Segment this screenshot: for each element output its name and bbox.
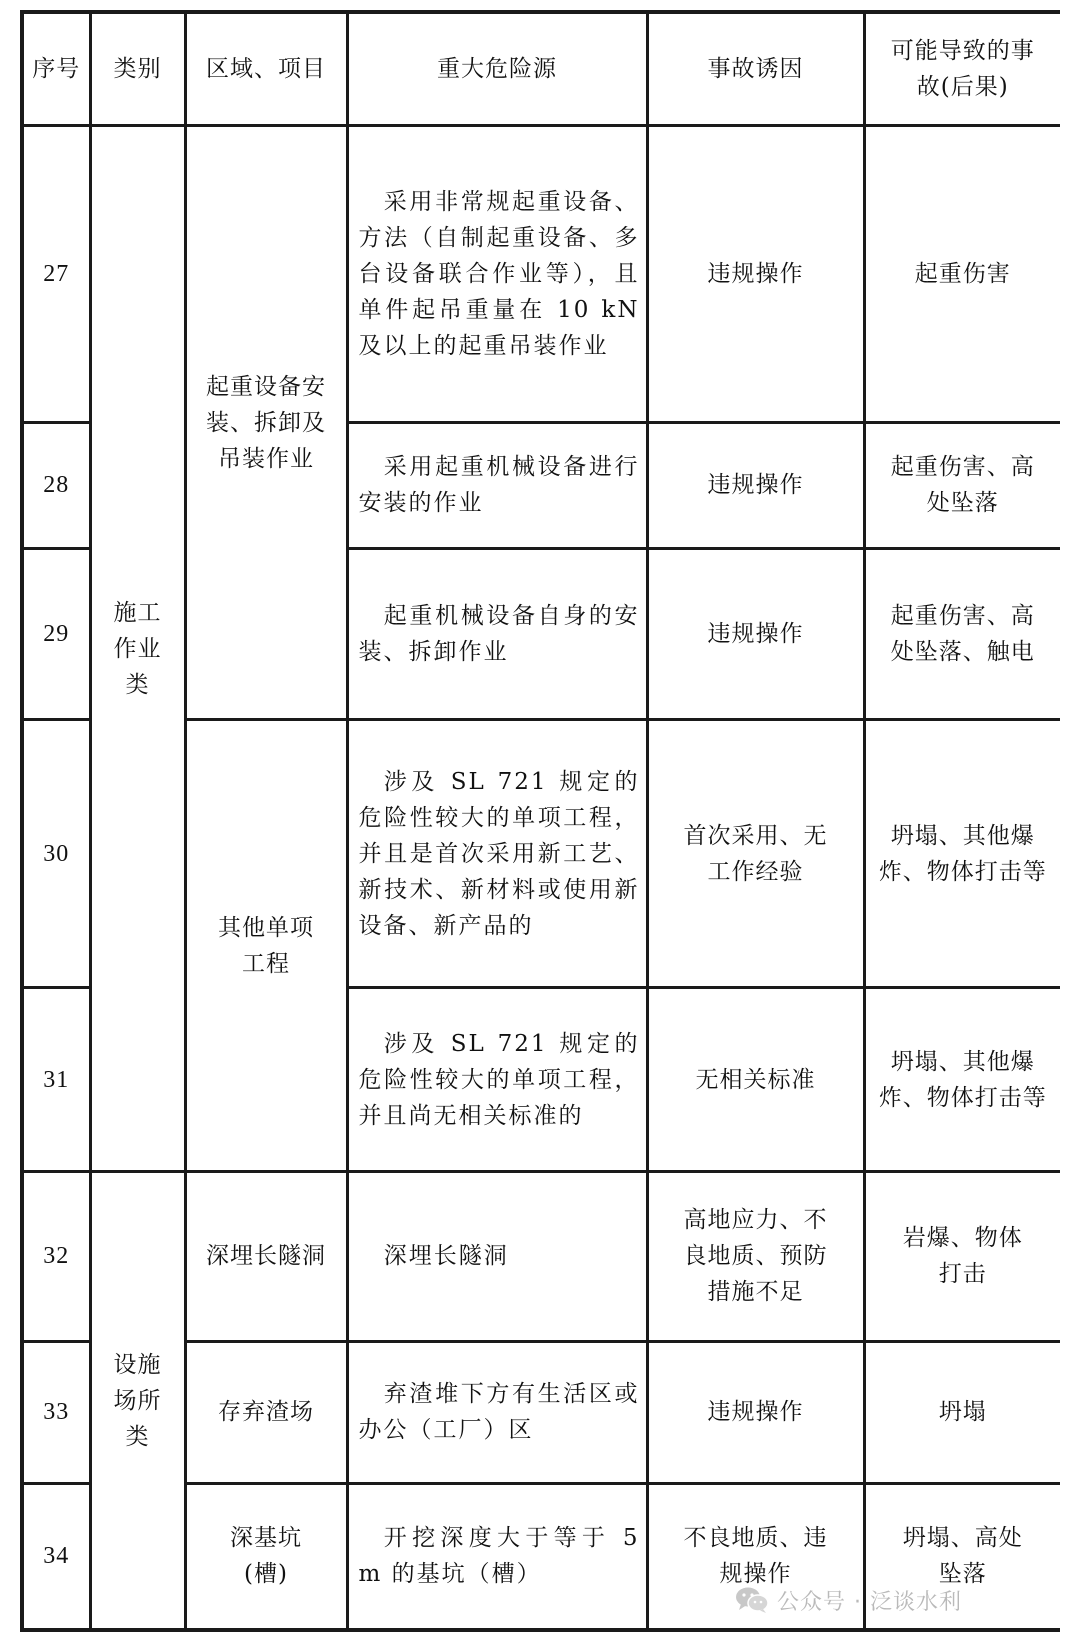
consequence-cell: 坍塌、其他爆炸、物体打击等 — [864, 988, 1060, 1172]
cause-cell: 首次采用、无工作经验 — [647, 720, 864, 988]
row-number: 29 — [22, 548, 90, 720]
row-number: 31 — [22, 988, 90, 1172]
hazard-table — [20, 10, 1060, 1632]
category-cell: 施工作业类 — [90, 126, 185, 1172]
hazard-cell: 采用起重机械设备进行安装的作业 — [347, 423, 647, 549]
cause-cell: 违规操作 — [647, 548, 864, 720]
header-category: 类别 — [90, 12, 185, 126]
row-number: 27 — [22, 126, 90, 423]
header-consequence: 可能导致的事故(后果) — [864, 12, 1060, 126]
hazard-cell: 开挖深度大于等于 5 m 的基坑（槽） — [347, 1483, 647, 1630]
area-cell: 深埋长隧洞 — [185, 1172, 347, 1341]
consequence-cell: 起重伤害、高处坠落 — [864, 423, 1060, 549]
header-no: 序号 — [22, 12, 90, 126]
hazard-cell: 涉及 SL 721 规定的危险性较大的单项工程，并且尚无相关标准的 — [347, 988, 647, 1172]
cause-cell: 无相关标准 — [647, 988, 864, 1172]
area-cell: 起重设备安装、拆卸及吊装作业 — [185, 126, 347, 720]
header-row — [22, 12, 1060, 126]
cause-cell: 高地应力、不良地质、预防措施不足 — [647, 1172, 864, 1341]
document-page — [20, 10, 1060, 1632]
area-cell: 深基坑(槽) — [185, 1483, 347, 1630]
area-cell: 存弃渣场 — [185, 1341, 347, 1483]
header-cause: 事故诱因 — [647, 12, 864, 126]
header-area: 区域、项目 — [185, 12, 347, 126]
area-cell: 其他单项工程 — [185, 720, 347, 1172]
row-number: 28 — [22, 423, 90, 549]
cause-cell: 不良地质、违规操作 — [647, 1483, 864, 1630]
row-number: 34 — [22, 1483, 90, 1630]
hazard-cell: 涉及 SL 721 规定的危险性较大的单项工程，并且是首次采用新工艺、新技术、新材料或使用新设备、新产品的 — [347, 720, 647, 988]
hazard-cell: 深埋长隧洞 — [347, 1172, 647, 1341]
hazard-cell: 弃渣堆下方有生活区或办公（工厂）区 — [347, 1341, 647, 1483]
consequence-cell: 岩爆、物体打击 — [864, 1172, 1060, 1341]
consequence-cell: 坍塌 — [864, 1341, 1060, 1483]
category-cell: 设施场所类 — [90, 1172, 185, 1630]
cause-cell: 违规操作 — [647, 423, 864, 549]
consequence-cell: 起重伤害、高处坠落、触电 — [864, 548, 1060, 720]
row-number: 30 — [22, 720, 90, 988]
watermark-text: 公众号 · 泛谈水利 — [777, 1589, 962, 1615]
table-row — [22, 126, 1060, 423]
row-number: 33 — [22, 1341, 90, 1483]
consequence-cell: 起重伤害 — [864, 126, 1060, 423]
hazard-cell: 起重机械设备自身的安装、拆卸作业 — [347, 548, 647, 720]
hazard-cell: 采用非常规起重设备、方法（自制起重设备、多台设备联合作业等），且单件起吊重量在 10 kN 及以上的起重吊装作业 — [347, 126, 647, 423]
cause-cell: 违规操作 — [647, 126, 864, 423]
row-number: 32 — [22, 1172, 90, 1341]
header-hazard: 重大危险源 — [347, 12, 647, 126]
consequence-cell: 坍塌、其他爆炸、物体打击等 — [864, 720, 1060, 988]
consequence-cell: 坍塌、高处坠落 — [864, 1483, 1060, 1630]
table-row — [22, 1172, 1060, 1341]
cause-cell: 违规操作 — [647, 1341, 864, 1483]
